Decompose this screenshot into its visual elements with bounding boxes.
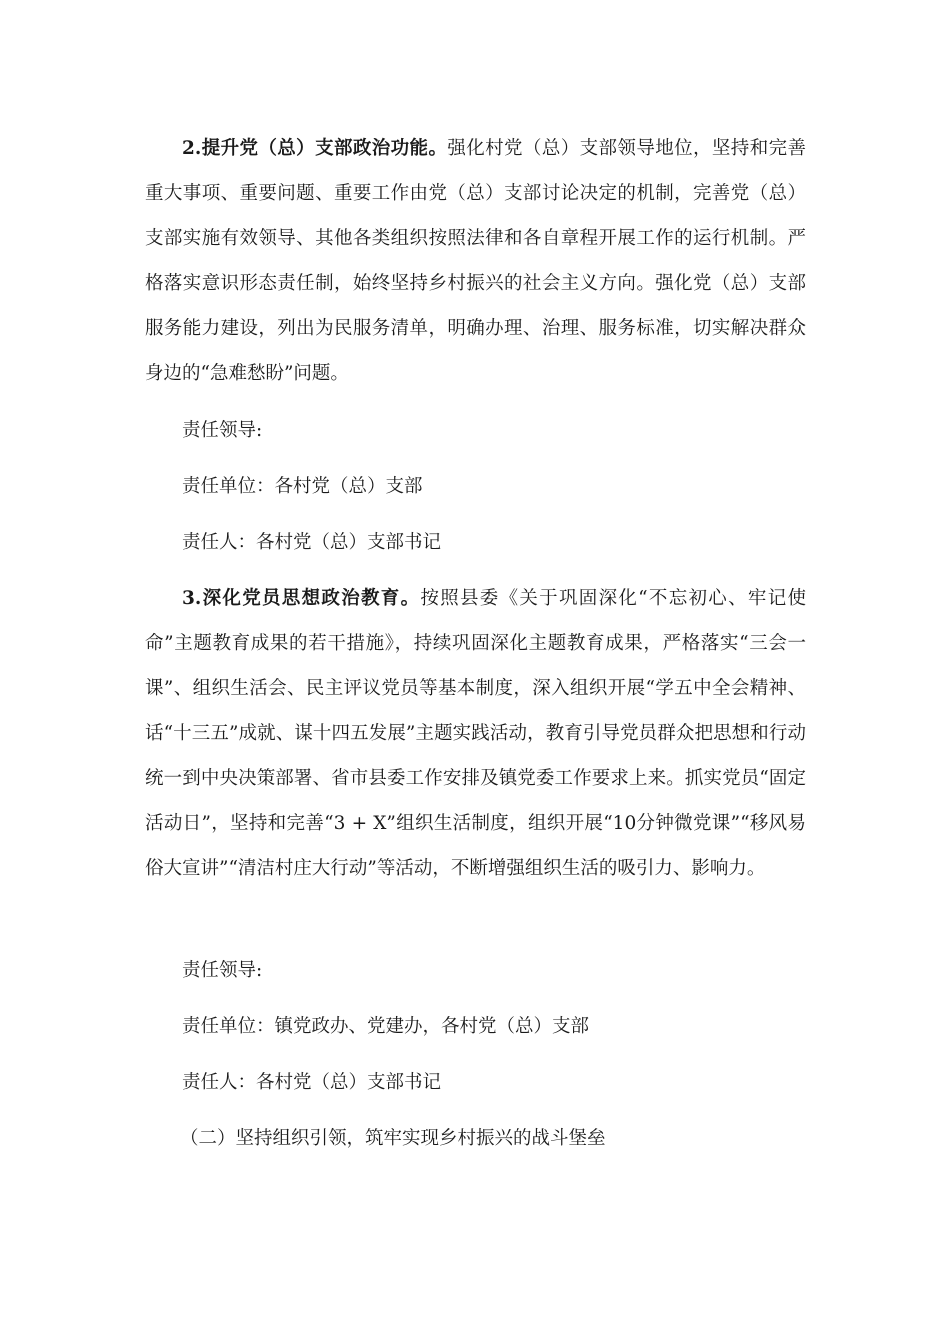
paragraph-3 — [145, 576, 806, 891]
responsible-unit: 责任单位：各村党（总）支部 — [182, 476, 423, 497]
responsible-person: 责任人：各村党（总）支部书记 — [182, 1072, 442, 1093]
responsible-leader: 责任领导: — [182, 420, 263, 441]
paragraph-heading: 3.深化党员思想政治教育。 — [182, 588, 421, 609]
responsible-person: 责任人：各村党（总）支部书记 — [182, 532, 442, 553]
subsection-title: （二）坚持组织引领，筑牢实现乡村振兴的战斗堡垒 — [180, 1128, 606, 1149]
paragraph-body: 强化村党（总）支部领导地位，坚持和完善重大事项、重要问题、重要工作由党（总）支部讨论决定的机制，完善党（总）支部实施有效领导、其他各类组织按照法律和各自章程开展工作的运行机制。严格落实意识形态责任制，始终坚持乡村振兴的社会主义方向。强化党（总）支部服务能力建设，列出为民服务清单，明确办理、治理、服务标准，切实解决群众身边的“急难愁盼”问题。 — [145, 138, 806, 384]
paragraph-heading: 2.提升党（总）支部政治功能。 — [182, 138, 448, 159]
responsible-unit: 责任单位：镇党政办、党建办，各村党（总）支部 — [182, 1016, 590, 1037]
paragraph-body: 按照县委《关于巩固深化“不忘初心、牢记使命”主题教育成果的若干措施》，持续巩固深化主题教育成果，严格落实“三会一课”、组织生活会、民主评议党员等基本制度，深入组织开展“学五中全会精神、话“十三五”成就、谋十四五发展”主题实践活动，教育引导党员群众把思想和行动统一到中央决策部署、省市县委工作安排及镇党委工作要求上来。抓实党员“固定活动日”，坚持和完善“3 + X”组织生活制度，组织开展“10分钟微党课”“移风易俗大宣讲”“清洁村庄大行动”等活动，不断增强组织生活的吸引力、影响力。 — [145, 588, 806, 879]
paragraph-2 — [145, 126, 806, 396]
responsible-leader: 责任领导: — [182, 960, 263, 981]
